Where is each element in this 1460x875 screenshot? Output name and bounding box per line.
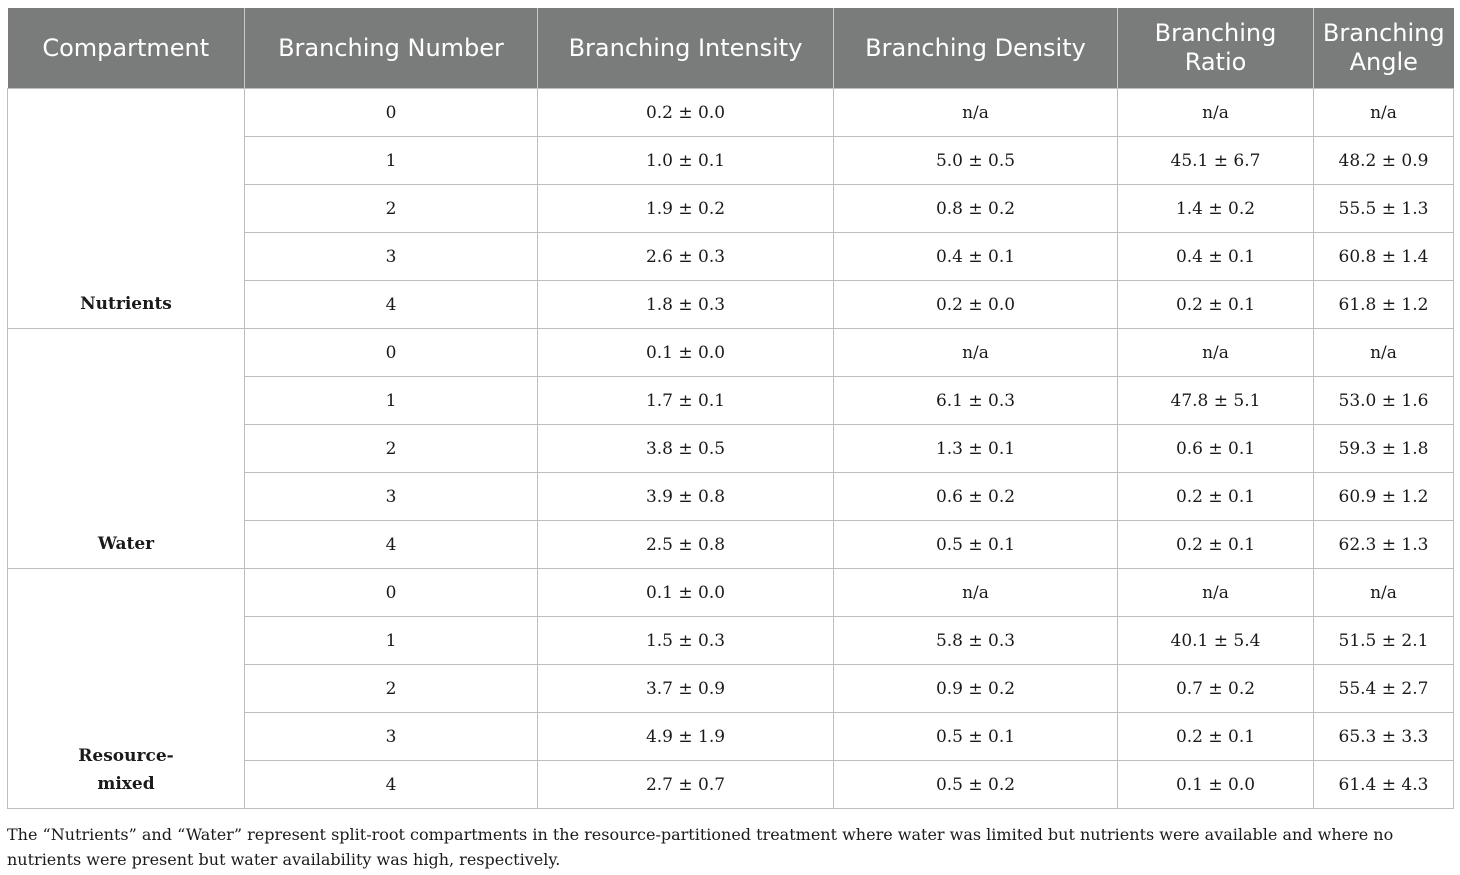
cell-branching-number: 2 <box>245 185 538 233</box>
cell-branching-angle: 59.3 ± 1.8 <box>1314 425 1454 473</box>
cell-branching-density: n/a <box>834 329 1118 377</box>
cell-branching-ratio: 0.2 ± 0.1 <box>1118 281 1314 329</box>
cell-branching-density: 0.5 ± 0.1 <box>834 713 1118 761</box>
header-compartment: Compartment <box>8 8 245 89</box>
cell-branching-number: 1 <box>245 377 538 425</box>
cell-branching-number: 4 <box>245 521 538 569</box>
cell-branching-angle: 48.2 ± 0.9 <box>1314 137 1454 185</box>
cell-branching-angle: n/a <box>1314 89 1454 137</box>
cell-branching-intensity: 0.2 ± 0.0 <box>538 89 834 137</box>
cell-branching-intensity: 3.8 ± 0.5 <box>538 425 834 473</box>
cell-branching-number: 0 <box>245 569 538 617</box>
table-row <box>8 329 1454 377</box>
data-table-container <box>7 8 1453 809</box>
cell-branching-ratio: 0.2 ± 0.1 <box>1118 473 1314 521</box>
cell-branching-ratio: 0.4 ± 0.1 <box>1118 233 1314 281</box>
cell-branching-number: 2 <box>245 665 538 713</box>
table-footnote: The “Nutrients” and “Water” represent split-root compartments in the resource-partitioned treatment where water was limited but nutrients were available and where no nutrients were present but water availability was high, respectively. <box>7 825 1394 869</box>
cell-branching-density: 0.4 ± 0.1 <box>834 233 1118 281</box>
cell-branching-ratio: 0.1 ± 0.0 <box>1118 761 1314 809</box>
header-branching-number: Branching Number <box>245 8 538 89</box>
cell-branching-angle: n/a <box>1314 569 1454 617</box>
cell-branching-density: n/a <box>834 89 1118 137</box>
cell-branching-density: 6.1 ± 0.3 <box>834 377 1118 425</box>
compartment-label: Nutrients <box>8 89 245 329</box>
cell-branching-density: 0.6 ± 0.2 <box>834 473 1118 521</box>
header-row <box>8 8 1454 89</box>
cell-branching-intensity: 4.9 ± 1.9 <box>538 713 834 761</box>
cell-branching-ratio: 47.8 ± 5.1 <box>1118 377 1314 425</box>
compartment-label: Resource-mixed <box>8 569 245 809</box>
cell-branching-angle: 60.9 ± 1.2 <box>1314 473 1454 521</box>
cell-branching-intensity: 3.9 ± 0.8 <box>538 473 834 521</box>
cell-branching-number: 3 <box>245 233 538 281</box>
cell-branching-angle: 62.3 ± 1.3 <box>1314 521 1454 569</box>
cell-branching-intensity: 1.0 ± 0.1 <box>538 137 834 185</box>
cell-branching-angle: 65.3 ± 3.3 <box>1314 713 1454 761</box>
cell-branching-angle: 61.8 ± 1.2 <box>1314 281 1454 329</box>
cell-branching-ratio: 45.1 ± 6.7 <box>1118 137 1314 185</box>
cell-branching-density: n/a <box>834 569 1118 617</box>
cell-branching-angle: 53.0 ± 1.6 <box>1314 377 1454 425</box>
cell-branching-ratio: 40.1 ± 5.4 <box>1118 617 1314 665</box>
cell-branching-density: 0.9 ± 0.2 <box>834 665 1118 713</box>
cell-branching-number: 3 <box>245 713 538 761</box>
cell-branching-angle: 55.5 ± 1.3 <box>1314 185 1454 233</box>
table-row <box>8 89 1454 137</box>
cell-branching-intensity: 2.6 ± 0.3 <box>538 233 834 281</box>
cell-branching-number: 3 <box>245 473 538 521</box>
cell-branching-number: 2 <box>245 425 538 473</box>
branching-table <box>7 8 1454 809</box>
cell-branching-density: 1.3 ± 0.1 <box>834 425 1118 473</box>
cell-branching-ratio: n/a <box>1118 569 1314 617</box>
table-row <box>8 569 1454 617</box>
table-header <box>8 8 1454 89</box>
cell-branching-intensity: 1.8 ± 0.3 <box>538 281 834 329</box>
cell-branching-number: 4 <box>245 281 538 329</box>
cell-branching-density: 5.8 ± 0.3 <box>834 617 1118 665</box>
cell-branching-intensity: 1.7 ± 0.1 <box>538 377 834 425</box>
header-branching-ratio: Branching Ratio <box>1118 8 1314 89</box>
header-branching-intensity: Branching Intensity <box>538 8 834 89</box>
cell-branching-number: 1 <box>245 137 538 185</box>
header-branching-angle: Branching Angle <box>1314 8 1454 89</box>
table-body <box>8 89 1454 809</box>
cell-branching-intensity: 2.5 ± 0.8 <box>538 521 834 569</box>
header-branching-density: Branching Density <box>834 8 1118 89</box>
cell-branching-number: 1 <box>245 617 538 665</box>
cell-branching-intensity: 0.1 ± 0.0 <box>538 329 834 377</box>
cell-branching-intensity: 3.7 ± 0.9 <box>538 665 834 713</box>
cell-branching-number: 0 <box>245 89 538 137</box>
cell-branching-intensity: 1.9 ± 0.2 <box>538 185 834 233</box>
cell-branching-density: 0.5 ± 0.1 <box>834 521 1118 569</box>
cell-branching-ratio: n/a <box>1118 89 1314 137</box>
cell-branching-intensity: 0.1 ± 0.0 <box>538 569 834 617</box>
cell-branching-angle: 60.8 ± 1.4 <box>1314 233 1454 281</box>
cell-branching-density: 5.0 ± 0.5 <box>834 137 1118 185</box>
cell-branching-number: 0 <box>245 329 538 377</box>
cell-branching-density: 0.2 ± 0.0 <box>834 281 1118 329</box>
cell-branching-density: 0.8 ± 0.2 <box>834 185 1118 233</box>
cell-branching-ratio: 0.2 ± 0.1 <box>1118 713 1314 761</box>
cell-branching-angle: n/a <box>1314 329 1454 377</box>
cell-branching-number: 4 <box>245 761 538 809</box>
cell-branching-intensity: 1.5 ± 0.3 <box>538 617 834 665</box>
cell-branching-ratio: n/a <box>1118 329 1314 377</box>
cell-branching-ratio: 0.7 ± 0.2 <box>1118 665 1314 713</box>
cell-branching-angle: 55.4 ± 2.7 <box>1314 665 1454 713</box>
cell-branching-angle: 61.4 ± 4.3 <box>1314 761 1454 809</box>
cell-branching-ratio: 0.2 ± 0.1 <box>1118 521 1314 569</box>
cell-branching-density: 0.5 ± 0.2 <box>834 761 1118 809</box>
cell-branching-ratio: 1.4 ± 0.2 <box>1118 185 1314 233</box>
cell-branching-angle: 51.5 ± 2.1 <box>1314 617 1454 665</box>
compartment-label: Water <box>8 329 245 569</box>
cell-branching-intensity: 2.7 ± 0.7 <box>538 761 834 809</box>
cell-branching-ratio: 0.6 ± 0.1 <box>1118 425 1314 473</box>
